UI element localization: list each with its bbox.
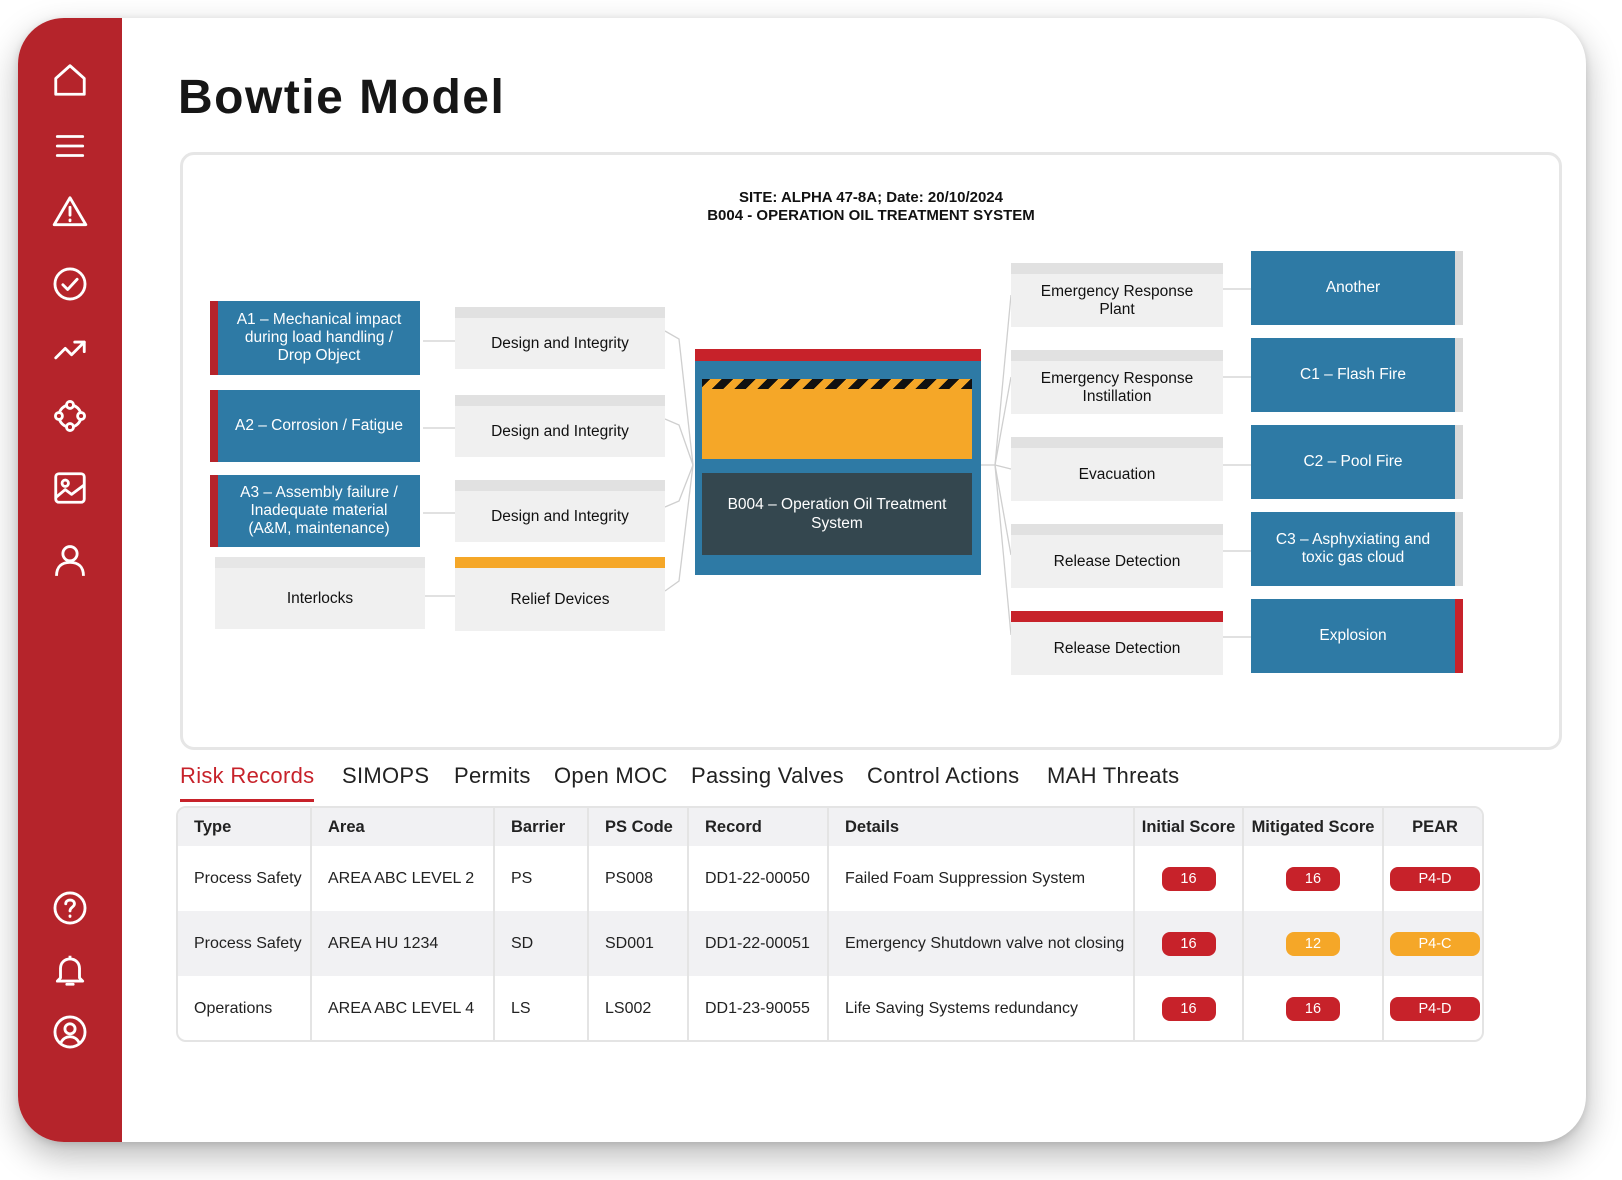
bell-icon[interactable]	[46, 946, 94, 994]
account-icon[interactable]	[46, 1008, 94, 1056]
consequence-c3[interactable]: C3 – Asphyxiating and toxic gas cloud	[1251, 512, 1463, 586]
initial-score-badge: 16	[1162, 867, 1216, 891]
col-header-pear[interactable]: PEAR	[1383, 808, 1484, 846]
cell-record: DD1-22-00051	[688, 911, 828, 976]
cell-initial-score	[1134, 846, 1243, 911]
consequence-c2[interactable]: C2 – Pool Fire	[1251, 425, 1463, 499]
mitigation-barrier[interactable]: Emergency Response Instillation	[1011, 350, 1223, 414]
risk-records-table	[176, 806, 1484, 1042]
trending-up-icon[interactable]	[46, 326, 94, 374]
cell-pear	[1383, 911, 1484, 976]
preventive-barrier[interactable]: Design and Integrity	[455, 307, 665, 369]
cell-area: AREA HU 1234	[311, 911, 494, 976]
top-event[interactable]: B004 – Operation Oil Treatment System	[702, 473, 972, 555]
page-title: Bowtie Model	[178, 71, 506, 124]
col-header-ps-code[interactable]: PS Code	[588, 808, 688, 846]
table-header-row	[178, 808, 1484, 846]
cell-mitigated-score	[1243, 846, 1383, 911]
col-header-initial-score[interactable]: Initial Score	[1134, 808, 1243, 846]
cell-details: Emergency Shutdown valve not closing	[828, 911, 1134, 976]
cell-type: Process Safety	[178, 911, 311, 976]
hazard	[702, 389, 972, 459]
mitigated-score-badge: 12	[1286, 932, 1340, 956]
consequence-c1[interactable]: C1 – Flash Fire	[1251, 338, 1463, 412]
cell-type: Process Safety	[178, 846, 311, 911]
tab-simops[interactable]: SIMOPS	[342, 763, 430, 788]
cell-record: DD1-22-00050	[688, 846, 828, 911]
cell-pear	[1383, 846, 1484, 911]
help-icon[interactable]	[46, 884, 94, 932]
tab-risk-records[interactable]: Risk Records	[180, 763, 314, 802]
tab-permits[interactable]: Permits	[454, 763, 531, 788]
cell-initial-score	[1134, 976, 1243, 1041]
table-row[interactable]	[178, 911, 1484, 976]
network-icon[interactable]	[46, 392, 94, 440]
image-icon[interactable]	[46, 464, 94, 512]
cell-pear	[1383, 976, 1484, 1041]
mitigation-barrier[interactable]: Emergency Response Plant	[1011, 263, 1223, 327]
cell-barrier: SD	[494, 911, 588, 976]
mitigation-barrier[interactable]: Evacuation	[1011, 437, 1223, 501]
cell-ps-code: PS008	[588, 846, 688, 911]
threat-interlocks[interactable]: Interlocks	[215, 557, 425, 629]
initial-score-badge: 16	[1162, 997, 1216, 1021]
pear-badge: P4-C	[1390, 932, 1480, 956]
mitigated-score-badge: 16	[1286, 997, 1340, 1021]
bowtie-diagram	[180, 152, 1562, 750]
diagram-heading-site: SITE: ALPHA 47-8A; Date: 20/10/2024	[739, 189, 1003, 206]
mitigation-barrier[interactable]: Release Detection	[1011, 611, 1223, 675]
cell-mitigated-score	[1243, 976, 1383, 1041]
cell-initial-score	[1134, 911, 1243, 976]
cell-type: Operations	[178, 976, 311, 1041]
pear-badge: P4-D	[1390, 867, 1480, 891]
preventive-barrier[interactable]: Design and Integrity	[455, 395, 665, 457]
threat-a3[interactable]: A3 – Assembly failure / Inadequate material (A&M, maintenance)	[210, 475, 420, 547]
table-row[interactable]	[178, 846, 1484, 911]
preventive-barrier[interactable]: Relief Devices	[455, 557, 665, 631]
mitigation-barrier[interactable]: Release Detection	[1011, 524, 1223, 588]
cell-details: Life Saving Systems redundancy	[828, 976, 1134, 1041]
preventive-barrier[interactable]: Design and Integrity	[455, 480, 665, 542]
cell-ps-code: SD001	[588, 911, 688, 976]
pear-badge: P4-D	[1390, 997, 1480, 1021]
sidebar	[18, 18, 122, 1142]
col-header-details[interactable]: Details	[828, 808, 1134, 846]
cell-barrier: PS	[494, 846, 588, 911]
cell-ps-code: LS002	[588, 976, 688, 1041]
home-icon[interactable]	[46, 56, 94, 104]
menu-icon[interactable]	[46, 122, 94, 170]
mitigated-score-badge: 16	[1286, 867, 1340, 891]
consequence-explosion[interactable]: Explosion	[1251, 599, 1463, 673]
col-header-record[interactable]: Record	[688, 808, 828, 846]
tab-control-actions[interactable]: Control Actions	[867, 763, 1020, 788]
col-header-type[interactable]: Type	[178, 808, 311, 846]
app-frame	[18, 18, 1586, 1142]
hazard-tape	[702, 379, 972, 389]
user-icon[interactable]	[46, 536, 94, 584]
initial-score-badge: 16	[1162, 932, 1216, 956]
tab-mah-threats[interactable]: MAH Threats	[1047, 763, 1180, 788]
check-circle-icon[interactable]	[46, 260, 94, 308]
hazard-block[interactable]	[695, 349, 981, 575]
diagram-heading-system: B004 - OPERATION OIL TREATMENT SYSTEM	[707, 207, 1035, 224]
consequence-another[interactable]: Another	[1251, 251, 1463, 325]
hazard-strip	[695, 349, 981, 361]
cell-area: AREA ABC LEVEL 4	[311, 976, 494, 1041]
threat-a1[interactable]: A1 – Mechanical impact during load handling / Drop Object	[210, 301, 420, 375]
cell-details: Failed Foam Suppression System	[828, 846, 1134, 911]
cell-record: DD1-23-90055	[688, 976, 828, 1041]
cell-area: AREA ABC LEVEL 2	[311, 846, 494, 911]
col-header-barrier[interactable]: Barrier	[494, 808, 588, 846]
tab-open-moc[interactable]: Open MOC	[554, 763, 668, 788]
cell-mitigated-score	[1243, 911, 1383, 976]
col-header-mitigated-score[interactable]: Mitigated Score	[1243, 808, 1383, 846]
col-header-area[interactable]: Area	[311, 808, 494, 846]
table-row[interactable]	[178, 976, 1484, 1041]
tab-passing-valves[interactable]: Passing Valves	[691, 763, 844, 788]
warning-icon[interactable]	[46, 188, 94, 236]
cell-barrier: LS	[494, 976, 588, 1041]
threat-a2[interactable]: A2 – Corrosion / Fatigue	[210, 390, 420, 462]
